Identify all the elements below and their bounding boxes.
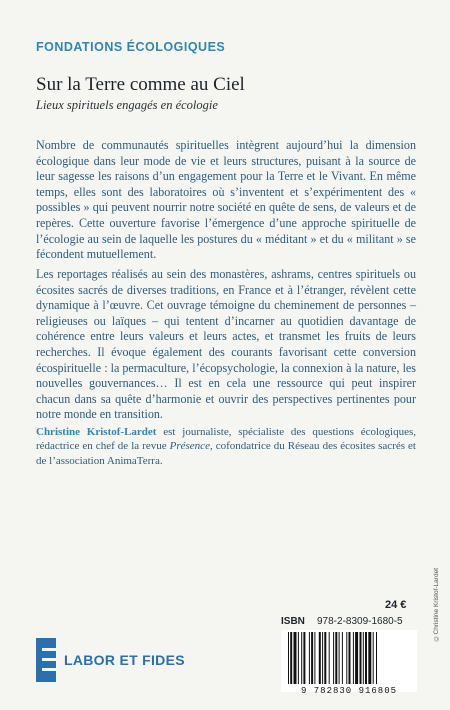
author-name: Christine Kristof-Lardet [36,426,157,438]
book-subtitle: Lieux spirituels engagés en écologie [36,98,218,112]
isbn-label: ISBN [281,616,305,627]
isbn-number: 978-2-8309-1680-5 [317,616,403,627]
magazine-name: Présence [169,440,210,453]
description-paragraph-1: Nombre de communautés spirituelles intègrent aujourd’hui la dimension écologique dans leur mode de vie et leurs structures, puisant à la source de leur sagesse les raisons d’un engagement pour la Terre et le Vivant. En même temps, elles sont des laboratoires où s’inventent et s’expérimentent des « possibles » qui peuvent nourrir notre société en quête de sens, de valeurs et de repères. Cette ouverture favorise l’émergence d’une approche spirituelle de l’écologie au sein de laquelle les postures du « méditant » et du « militant » se fécondent mutuellement. [36,138,416,262]
book-title: Sur la Terre comme au Ciel [36,74,245,95]
author-bio-text-1: est journaliste, spécialiste des questions écologiques, rédactrice en chef de la revue [36,426,416,453]
publisher-logo-icon [36,638,56,682]
description-paragraph-2: Les reportages réalisés au sein des monastères, ashrams, centres spirituels ou écosites sacrés de diverses traditions, en France et à l’étranger, révèlent cette dynamique à l’œuvre. Cet ouvrage témoigne du cheminement de personnes – religieuses ou laïques – qui tentent d’incarner au quotidien davantage de cohérence entre leurs valeurs et leurs actes, et transmet les fruits de leurs recherches. Il évoque également des courants favorisant cette conversion écospirituelle : la permaculture, l’écopsychologie, la connexion à la nature, les nouvelles gouvernances… Il est en cela une ressource qui peut inspirer chacun dans sa quête d’harmonie et ouvrir des perspectives pertinentes pour notre monde en transition. [36,267,416,422]
publisher-name: LABOR ET FIDES [64,652,185,668]
author-bio-text-2: , cofondatrice du Réseau des écosites sacrés et de l’association AnimaTerra. [36,440,416,467]
barcode [281,630,417,696]
price: 24 € [385,599,407,611]
photo-credit: ©Christine Kristof-Lardet [433,568,440,642]
barcode-bars-icon [288,632,410,686]
author-bio [36,425,416,468]
barcode-number: 9 782830 916805 [300,686,397,696]
series-title: FONDATIONS ÉCOLOGIQUES [36,40,226,54]
